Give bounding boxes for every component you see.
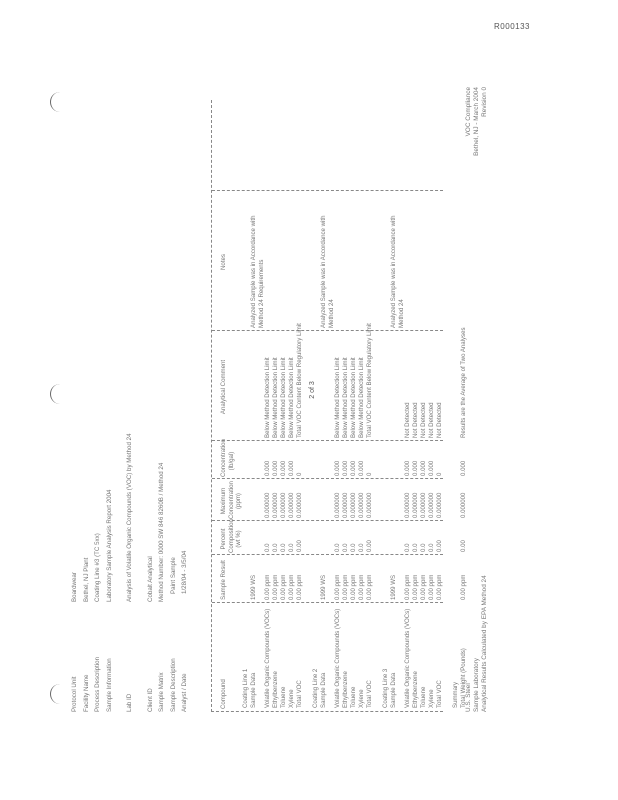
table-cell: Sample Data	[320, 672, 327, 708]
table-cell: 0.000000	[280, 492, 287, 518]
table-cell: Sample Data	[390, 672, 397, 708]
column-header: Maximum Concentration (ppm)	[220, 481, 242, 519]
footer-left	[465, 575, 490, 712]
table-cell: 0.000	[272, 460, 279, 476]
table-cell: 0	[436, 472, 443, 476]
table-cell: 0.000000	[460, 492, 467, 518]
footer-line: Bethel, NJ - March 2004	[473, 87, 481, 156]
table-cell: 0.00 ppm	[460, 574, 467, 600]
table-cell: Total VOC	[366, 680, 373, 708]
section-title: Coating Line 3	[382, 668, 389, 708]
table-cell: Below Method Detection Limit	[272, 357, 279, 438]
header-row	[145, 72, 157, 712]
table-cell: 0.000000	[358, 492, 365, 518]
footer-line: Sample Laboratory	[473, 658, 481, 712]
table-cell: Volatile Organic Compounds (VOCs)	[404, 608, 411, 708]
header-row	[81, 72, 93, 712]
table-cell: 0.000000	[366, 492, 373, 518]
header-value: Bethel, NJ Plant	[82, 557, 90, 602]
header-label: Sample Information	[105, 658, 113, 712]
table-cell: 1999 WS	[390, 574, 397, 600]
header-row	[156, 72, 168, 712]
table-cell: 0.000000	[342, 492, 349, 518]
table-cell: 0.000	[404, 460, 411, 476]
table-cell: 0.00	[366, 540, 373, 552]
table-cell: 0.00 ppm	[342, 574, 349, 600]
table-cell: Below Method Detection Limit	[350, 357, 357, 438]
table-cell: 0.000	[280, 460, 287, 476]
table-cell: 0.000000	[436, 492, 443, 518]
table-cell: Not Detected	[428, 402, 435, 438]
table-cell: 0.00 ppm	[412, 574, 419, 600]
table-cell: Below Method Detection Limit	[342, 357, 349, 438]
table-cell: 0.0	[358, 543, 365, 552]
table-cell: 0.00 ppm	[264, 574, 271, 600]
table-cell: 0.0	[412, 543, 419, 552]
column-header: Percent Composition (wt %)	[220, 519, 242, 553]
results-table	[211, 100, 467, 712]
header-label: Facility Name	[82, 674, 90, 712]
table-cell: Not Detected	[436, 402, 443, 438]
binder-hole	[50, 684, 61, 704]
column-rule	[212, 554, 443, 555]
table-cell: 0.000	[358, 460, 365, 476]
table-cell: 0.0	[272, 543, 279, 552]
footer-right	[465, 87, 490, 207]
header-value: Laboratory Sample Analysis Report 2004	[105, 489, 113, 602]
table-cell: 0.0	[264, 543, 271, 552]
table-cell: 1999 WS	[250, 574, 257, 600]
column-header: Compound	[220, 679, 227, 709]
table-cell: 0.00 ppm	[358, 574, 365, 600]
table-cell: Volatile Organic Compounds (VOCs)	[334, 608, 341, 708]
table-cell: Total VOC	[436, 680, 443, 708]
table-cell: Below Method Detection Limit	[280, 357, 287, 438]
header-label: Protocol Unit	[71, 676, 78, 712]
page-number: 2 of 3	[309, 381, 316, 399]
table-cell: 0.000	[342, 460, 349, 476]
table-cell: Total VOC Content Below Regulatory Limit	[296, 323, 303, 438]
document-id-stamp: R000133	[494, 22, 530, 31]
column-header: Concentration (lb/gal)	[220, 439, 235, 477]
header-value: Cobalt Analytical	[146, 556, 154, 602]
header-value: Coating Line #3 (TC 5xx)	[94, 533, 101, 602]
table-cell: Below Method Detection Limit	[288, 357, 295, 438]
table-cell: 0.00 ppm	[428, 574, 435, 600]
table-cell: 0.000	[350, 460, 357, 476]
section-title: Summary	[452, 681, 459, 708]
table-cell: Not Detected	[412, 402, 419, 438]
table-cell: Total VOC	[296, 680, 303, 708]
table-cell: Toluene	[280, 686, 287, 708]
table-cell: Analyzed Sample was in Accordance with Method 24	[390, 215, 405, 328]
header-row	[104, 72, 116, 712]
table-cell: 0.00	[436, 540, 443, 552]
table-cell: 0.0	[428, 543, 435, 552]
table-cell: 0.0	[420, 543, 427, 552]
table-cell: 0.000000	[296, 492, 303, 518]
table-cell: 0.000000	[420, 492, 427, 518]
binder-hole	[50, 384, 61, 404]
table-cell: Analyzed Sample was in Accordance with Method 24 Requirements	[250, 215, 265, 328]
header-label: Lab ID	[126, 693, 133, 712]
table-cell: 0.0	[334, 543, 341, 552]
table-cell: 0.00 ppm	[436, 574, 443, 600]
table-cell: Ethylbenzene	[412, 671, 419, 708]
table-cell: 0.000000	[404, 492, 411, 518]
header-value: Paint Sample	[169, 557, 177, 594]
header-value: Boardwear	[71, 572, 78, 602]
table-cell: Below Method Detection Limit	[264, 357, 271, 438]
table-cell: 0.000000	[334, 492, 341, 518]
table-cell: 0.000000	[350, 492, 357, 518]
table-cell: 0.0	[404, 543, 411, 552]
table-cell: 0.00 ppm	[366, 574, 373, 600]
table-cell: Sample Data	[250, 672, 257, 708]
column-header: Analytical Comment	[220, 359, 227, 415]
table-cell: Results are the Average of Two Analyses	[460, 327, 467, 438]
table-cell: 0	[366, 472, 373, 476]
table-cell: 0.00 ppm	[420, 574, 427, 600]
column-rule	[212, 602, 443, 603]
report-header	[69, 72, 191, 712]
column-rule	[212, 478, 443, 479]
table-cell: 0.000	[460, 460, 467, 476]
header-row	[92, 72, 104, 712]
table-cell: 0.000000	[288, 492, 295, 518]
header-value: Method Number: 0000 SW 846 8260B / Method 24	[158, 462, 165, 602]
footer-line: Analytical Results Calculated by EPA Method 24	[481, 575, 489, 712]
table-cell: Ethylbenzene	[342, 671, 349, 708]
header-label: Sample Matrix	[158, 672, 165, 712]
table-cell: 0.00 ppm	[288, 574, 295, 600]
table-cell: 0.000	[428, 460, 435, 476]
table-cell: 0.00 ppm	[350, 574, 357, 600]
rotated-report-page	[69, 72, 549, 712]
header-row	[69, 72, 81, 712]
table-cell: 0.000	[334, 460, 341, 476]
header-label: Client ID	[146, 688, 154, 712]
table-cell: 0.000	[288, 460, 295, 476]
header-gap	[136, 72, 145, 712]
header-value: 1/28/04 - 3/5/04	[181, 550, 188, 594]
footer-line: Revision 0	[481, 87, 489, 117]
column-header: Notes	[220, 254, 227, 270]
header-row	[179, 72, 191, 712]
column-rule	[212, 330, 443, 331]
table-cell: Total VOC Content Below Regulatory Limit	[366, 323, 373, 438]
table-cell: Xylene	[358, 689, 365, 708]
table-cell: Not Detected	[420, 402, 427, 438]
table-cell: 0.000000	[412, 492, 419, 518]
table-cell: 0.00 ppm	[296, 574, 303, 600]
section-title: Coating Line 2	[312, 668, 319, 708]
table-cell: 0.0	[350, 543, 357, 552]
column-header: Sample Result	[220, 560, 227, 600]
table-cell: 0.00	[460, 540, 467, 552]
header-gap	[115, 72, 124, 712]
table-cell: Ethylbenzene	[272, 671, 279, 708]
table-cell: Xylene	[428, 689, 435, 708]
table-cell: Toluene	[420, 686, 427, 708]
header-row	[168, 72, 180, 712]
table-cell: 0.000	[412, 460, 419, 476]
table-cell: Volatile Organic Compounds (VOCs)	[264, 608, 271, 708]
table-cell: 0.00 ppm	[280, 574, 287, 600]
table-cell: 0.000000	[272, 492, 279, 518]
header-label: Process Description	[94, 656, 101, 712]
table-cell: 0.000	[420, 460, 427, 476]
table-cell: 0.000000	[264, 492, 271, 518]
table-cell: 0.0	[280, 543, 287, 552]
table-cell: Below Method Detection Limit	[358, 357, 365, 438]
header-label: Sample Description	[169, 658, 177, 712]
column-rule	[212, 190, 443, 191]
table-cell: 0.000	[264, 460, 271, 476]
table-cell: 1999 WS	[320, 574, 327, 600]
header-label: Analyst / Date	[181, 673, 188, 712]
table-cell: Below Method Detection Limit	[334, 357, 341, 438]
column-rule	[212, 440, 443, 441]
table-cell: Analyzed Sample was in Accordance with Method 24	[320, 215, 335, 328]
column-rule	[212, 520, 443, 521]
section-title: Coating Line 1	[242, 668, 249, 708]
table-cell: 0.00 ppm	[404, 574, 411, 600]
header-row	[124, 72, 136, 712]
table-cell: Toluene	[350, 686, 357, 708]
footer-line: U.S. Steel	[465, 683, 472, 712]
table-cell: 0.000000	[428, 492, 435, 518]
table-cell: Not Detected	[404, 402, 411, 438]
footer-line: VOC Compliance	[465, 87, 472, 137]
table-cell: 0.0	[288, 543, 295, 552]
table-cell: 0.00 ppm	[334, 574, 341, 600]
table-cell: 0.00 ppm	[272, 574, 279, 600]
table-cell: 0.0	[342, 543, 349, 552]
header-value: Analysis of Volatile Organic Compounds (VOC) by Method 24	[126, 433, 133, 602]
table-cell: Total Weight (Pounds)	[460, 648, 467, 708]
table-cell: 0	[296, 472, 303, 476]
table-cell: Xylene	[288, 689, 295, 708]
table-cell: 0.00	[296, 540, 303, 552]
binder-hole	[50, 92, 61, 112]
